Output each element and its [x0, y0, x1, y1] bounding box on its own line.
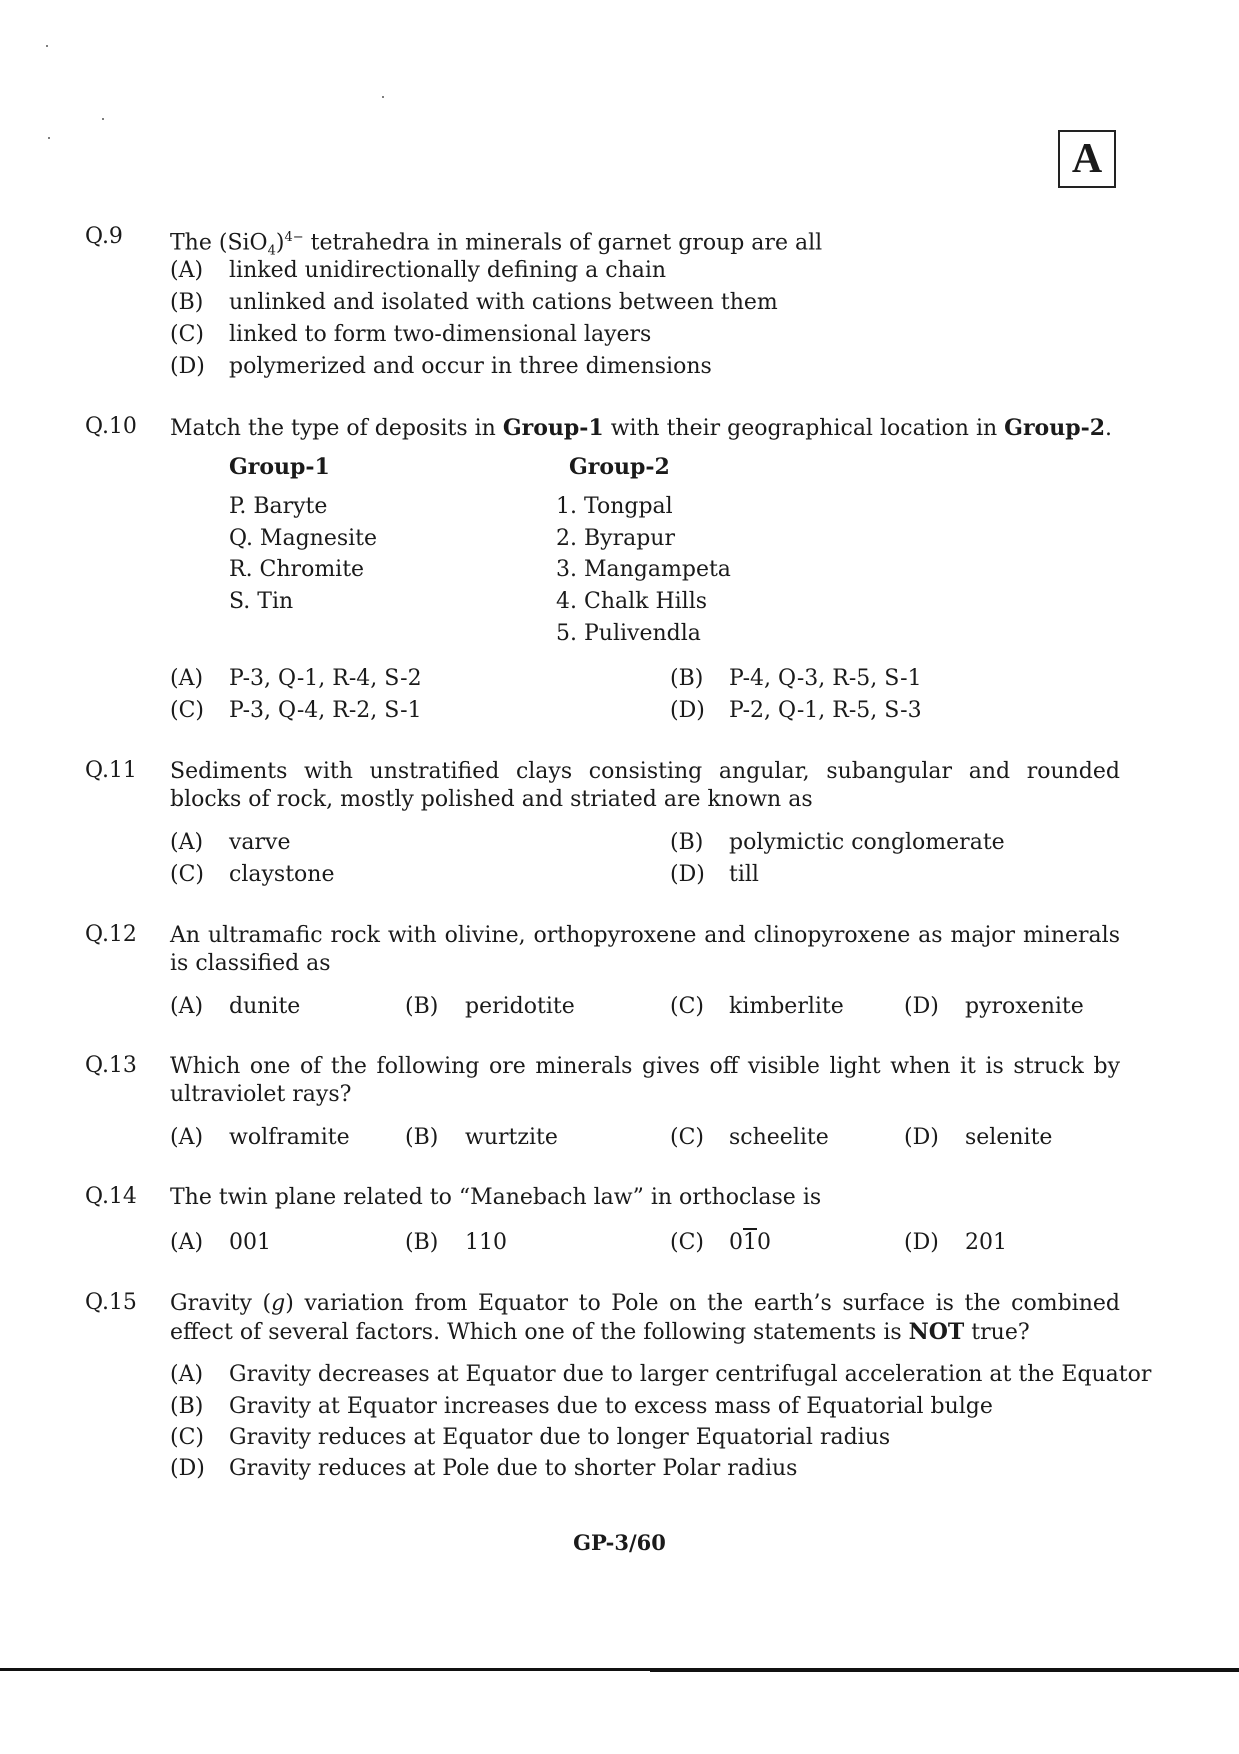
question-text-part: ) variation from Equator to Pole on the earth’s surface is the combined effect of several factors. Which one of the following statements is	[170, 1291, 1120, 1345]
group1-item: Q. Magnesite	[229, 526, 378, 551]
option-text: linked to form two-dimensional layers	[229, 322, 652, 347]
option-letter: (A)	[170, 1230, 204, 1255]
question-number: Q.12	[85, 922, 137, 947]
option-letter: (C)	[170, 322, 204, 347]
question-text: The $(SiO_4)^{4-}$ tetrahedra in minerals of garnet group are all	[170, 230, 823, 259]
option-letter: (D)	[670, 862, 705, 887]
option-letter: (A)	[170, 1125, 204, 1150]
set-code-box	[1058, 130, 1116, 188]
question-text: An ultramafic rock with olivine, orthopyroxene and clinopyroxene as major minerals is classified as	[170, 923, 1120, 976]
option-text: Gravity reduces at Equator due to longer Equatorial radius	[229, 1425, 891, 1450]
option-letter: (D)	[904, 994, 939, 1019]
option-text: P-2, Q-1, R-5, S-3	[729, 698, 922, 723]
option-text: P-3, Q-4, R-2, S-1	[229, 698, 422, 723]
option-text: pyroxenite	[965, 994, 1084, 1019]
option-text: 201	[965, 1230, 1007, 1255]
option-letter: (D)	[170, 1456, 205, 1481]
question-text-part: with their geographical location in	[603, 416, 1005, 441]
option-letter: (D)	[904, 1230, 939, 1255]
option-text: dunite	[229, 994, 301, 1019]
option-letter: (A)	[170, 1362, 204, 1387]
question-text-italic: g	[271, 1291, 286, 1316]
page-footer-code: GP-3/60	[573, 1530, 666, 1555]
superscript: 4−	[284, 230, 304, 245]
option-letter: (A)	[170, 258, 204, 283]
option-text	[729, 1230, 771, 1255]
option-text: polymictic conglomerate	[729, 830, 1005, 855]
option-letter: (A)	[170, 666, 204, 691]
question-text-part: The (SiO	[170, 230, 268, 256]
option-letter: (B)	[405, 1125, 439, 1150]
group2-item: 2. Byrapur	[556, 526, 675, 551]
question-text-bold: Group-1	[502, 415, 604, 441]
set-code: A	[1071, 136, 1103, 182]
option-text: Gravity reduces at Pole due to shorter Polar radius	[229, 1456, 798, 1481]
question-number: Q.9	[85, 224, 123, 249]
scan-speck	[102, 118, 104, 120]
option-letter: (C)	[170, 1425, 204, 1450]
option-letter: (A)	[170, 830, 204, 855]
question-text-part: Match the type of deposits in	[170, 416, 503, 441]
option-text: linked unidirectionally defining a chain	[229, 258, 667, 283]
group2-item: 3. Mangampeta	[556, 557, 731, 582]
option-text: scheelite	[729, 1125, 829, 1150]
question-text	[170, 414, 1120, 443]
question-number: Q.13	[85, 1053, 137, 1078]
option-letter: (C)	[670, 1125, 704, 1150]
option-text: wurtzite	[465, 1125, 558, 1150]
question-text: Which one of the following ore minerals gives off visible light when it is struck by ultraviolet rays?	[170, 1054, 1120, 1107]
option-text: claystone	[229, 862, 335, 887]
scan-speck	[382, 96, 384, 98]
group1-item: R. Chromite	[229, 557, 365, 582]
scan-speck	[46, 45, 48, 47]
subscript: 4	[267, 243, 276, 259]
option-letter: (D)	[170, 354, 205, 379]
question-text: The twin plane related to “Manebach law” in orthoclase is	[170, 1185, 822, 1210]
option-letter: (C)	[170, 862, 204, 887]
option-text: 001	[229, 1230, 271, 1255]
question-text	[170, 1290, 1120, 1347]
option-letter: (B)	[170, 290, 204, 315]
option-letter: (B)	[405, 994, 439, 1019]
option-text: peridotite	[465, 994, 575, 1019]
question-text-bold: NOT	[908, 1319, 965, 1345]
option-text: polymerized and occur in three dimensions	[229, 354, 712, 379]
option-letter: (D)	[904, 1125, 939, 1150]
option-text: P-4, Q-3, R-5, S-1	[729, 666, 922, 691]
option-letter: (C)	[170, 698, 204, 723]
option-letter: (C)	[670, 1230, 704, 1255]
option-letter: (A)	[170, 994, 204, 1019]
miller-index-bar: 1	[743, 1230, 757, 1255]
scan-speck	[48, 137, 50, 139]
group1-item: P. Baryte	[229, 494, 328, 519]
option-letter: (B)	[170, 1394, 204, 1419]
option-letter: (B)	[405, 1230, 439, 1255]
option-text: Gravity at Equator increases due to excess mass of Equatorial bulge	[229, 1394, 993, 1419]
question-text-part: true?	[964, 1320, 1030, 1345]
group2-item: 1. Tongpal	[556, 494, 673, 519]
group2-item: 5. Pulivendla	[556, 621, 701, 646]
question-text-bold: Group-2	[1004, 415, 1106, 441]
group2-item: 4. Chalk Hills	[556, 589, 708, 614]
option-text: 110	[465, 1230, 507, 1255]
option-text: P-3, Q-1, R-4, S-2	[229, 666, 422, 691]
option-letter: (B)	[670, 666, 704, 691]
question-text-part: Gravity (	[170, 1291, 272, 1316]
option-text: selenite	[965, 1125, 1053, 1150]
question-number: Q.15	[85, 1290, 137, 1315]
question-number: Q.11	[85, 758, 137, 783]
option-text: Gravity decreases at Equator due to larger centrifugal acceleration at the Equator	[229, 1362, 1152, 1387]
group1-item: S. Tin	[229, 589, 294, 614]
question-text-part: tetrahedra in minerals of garnet group are all	[303, 230, 823, 256]
group1-header: Group-1	[229, 454, 330, 480]
option-text: till	[729, 862, 759, 887]
question-text: Sediments with unstratified clays consisting angular, subangular and rounded blocks of rock, mostly polished and striated are known as	[170, 759, 1120, 812]
miller-index-part: 0	[729, 1230, 743, 1255]
option-text: varve	[229, 830, 291, 855]
miller-index-part: 0	[757, 1230, 771, 1255]
question-number: Q.14	[85, 1184, 137, 1209]
question-text-part: .	[1105, 416, 1113, 441]
group2-header: Group-2	[569, 454, 670, 480]
question-number: Q.10	[85, 414, 137, 439]
option-text: wolframite	[229, 1125, 350, 1150]
bottom-rule	[650, 1670, 1239, 1672]
option-letter: (D)	[670, 698, 705, 723]
option-letter: (B)	[670, 830, 704, 855]
option-letter: (C)	[670, 994, 704, 1019]
option-text: unlinked and isolated with cations between them	[229, 290, 778, 315]
option-text: kimberlite	[729, 994, 844, 1019]
